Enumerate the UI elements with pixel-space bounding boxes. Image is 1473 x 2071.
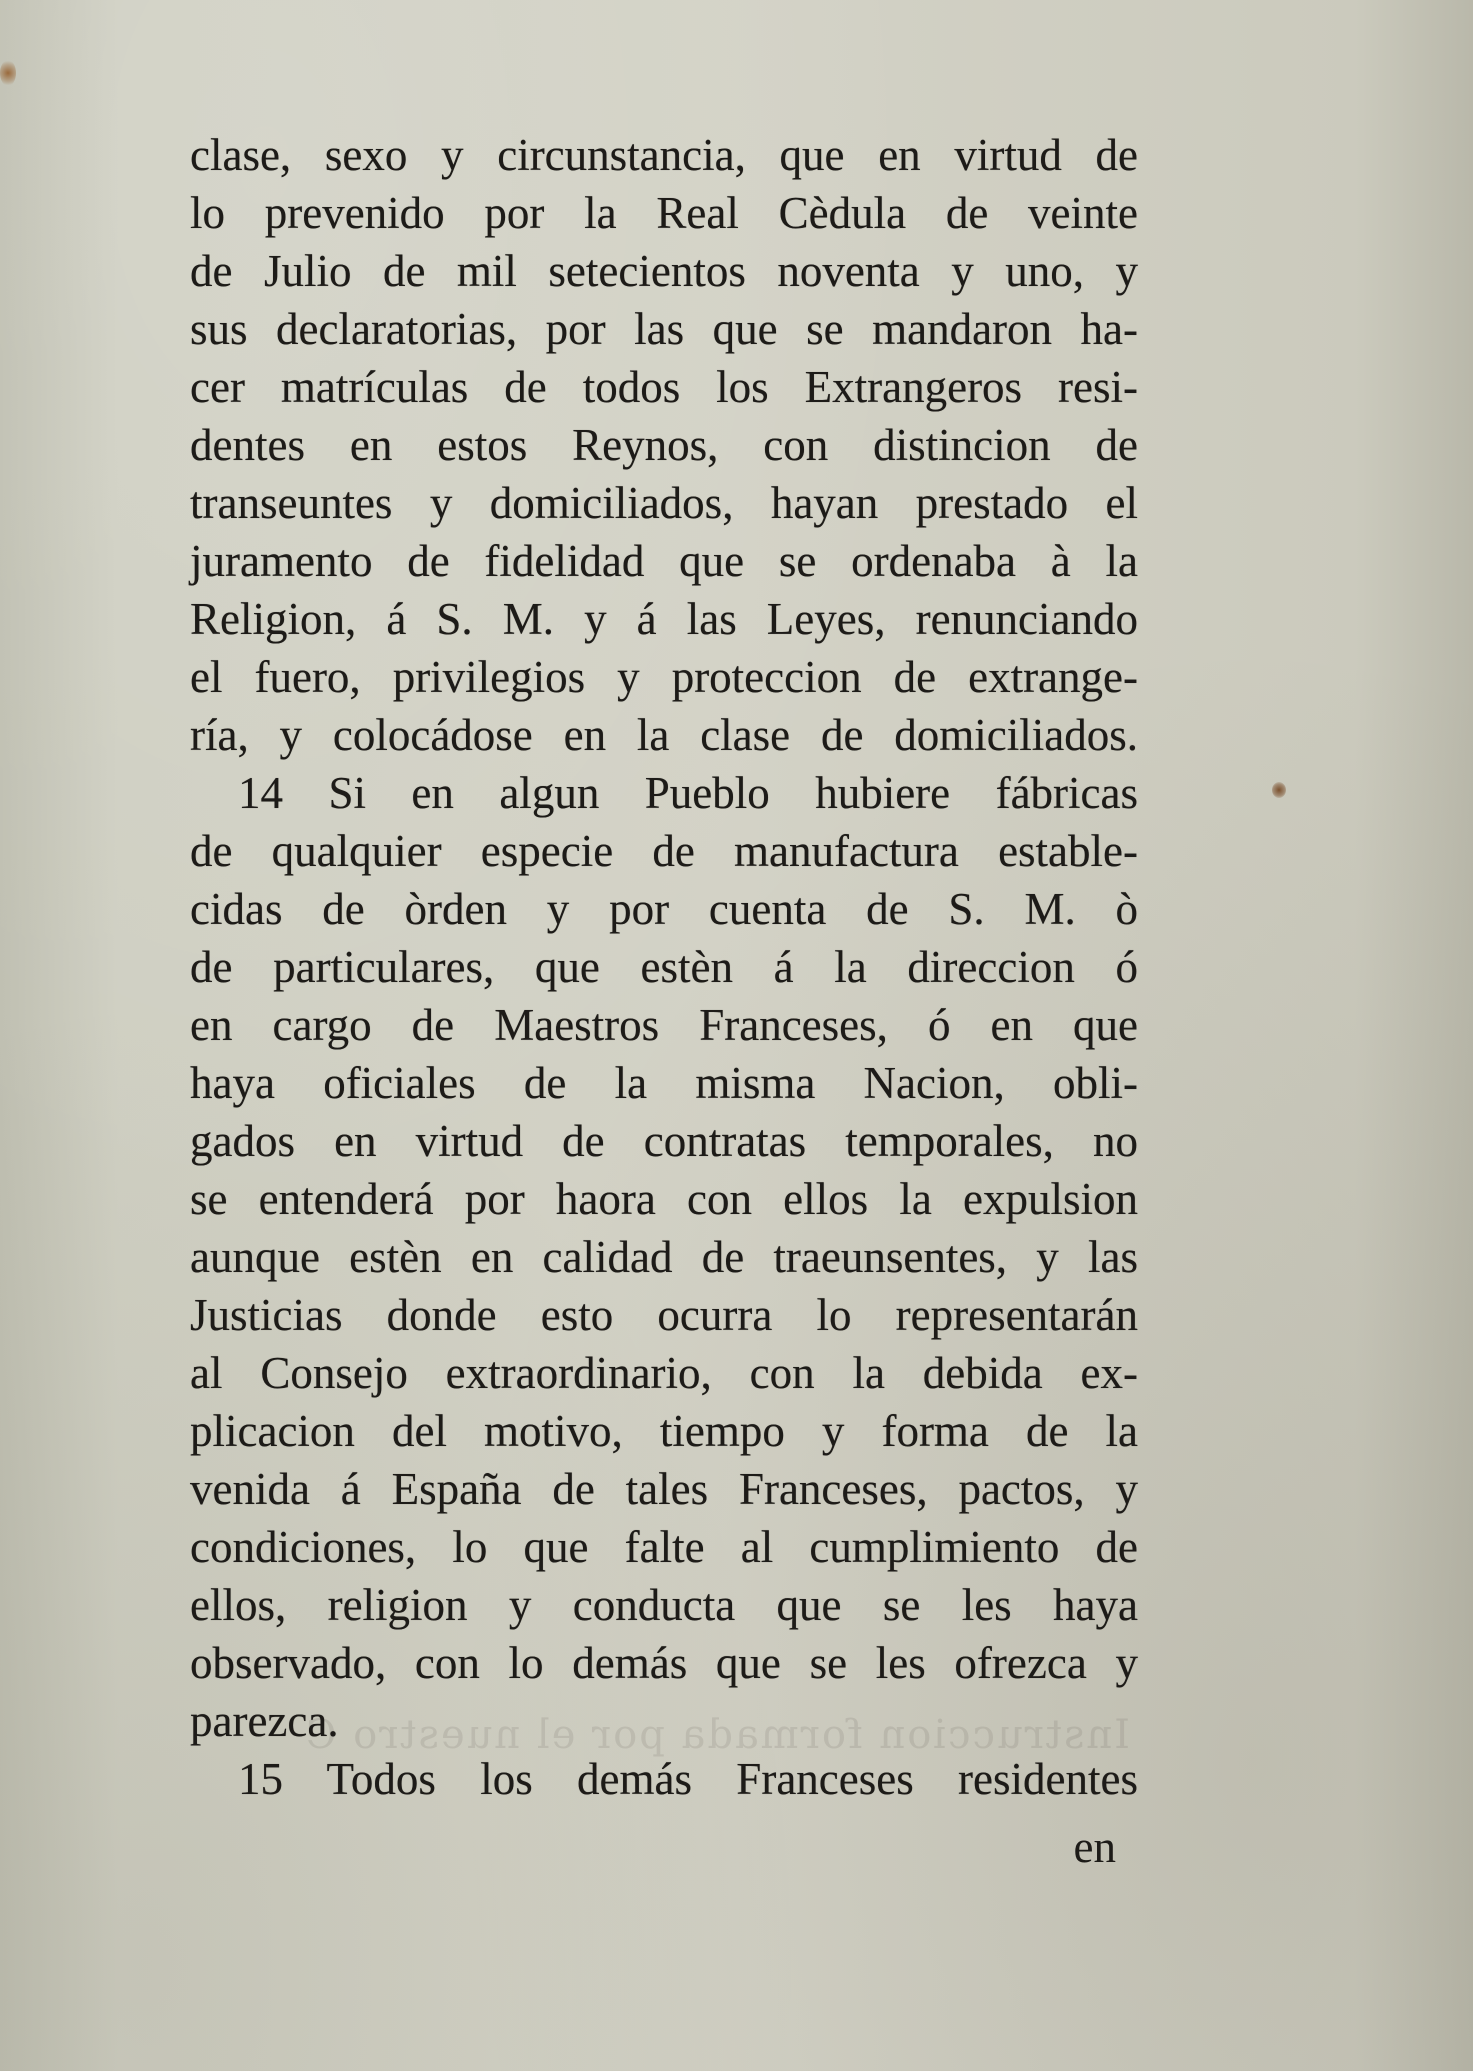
ink-stain-left bbox=[0, 60, 16, 86]
text-line: parezca. bbox=[190, 1696, 339, 1746]
text-line: cidas de òrden y por cuenta de S. M. ò bbox=[190, 884, 1138, 934]
text-line: juramento de fidelidad que se ordenaba à la bbox=[190, 536, 1138, 586]
text-line: aunque estèn en calidad de traeunsentes, y las bbox=[190, 1232, 1138, 1282]
text-line: se entenderá por haora con ellos la expulsion bbox=[190, 1174, 1138, 1224]
paragraph-15-start: 15 Todos los demás Franceses residentes bbox=[238, 1754, 1138, 1804]
text-line: plicacion del motivo, tiempo y forma de la bbox=[190, 1406, 1138, 1456]
text-line: clase, sexo y circunstancia, que en virtud de bbox=[190, 130, 1138, 180]
text-line: haya oficiales de la misma Nacion, obli- bbox=[190, 1058, 1138, 1108]
paragraph-14-start: 14 Si en algun Pueblo hubiere fábricas bbox=[238, 768, 1138, 818]
text-line: al Consejo extraordinario, con la debida ex- bbox=[190, 1348, 1138, 1398]
text-line: venida á España de tales Franceses, pactos, y bbox=[190, 1464, 1138, 1514]
text-line: observado, con lo demás que se les ofrezca y bbox=[190, 1638, 1138, 1688]
show-through-text: Instruccion formada por el nuestro C bbox=[303, 1712, 1130, 1758]
text-line: en cargo de Maestros Franceses, ó en que bbox=[190, 1000, 1138, 1050]
text-line: condiciones, lo que falte al cumplimiento de bbox=[190, 1522, 1138, 1572]
text-line: ría, y colocádose en la clase de domiciliados. bbox=[190, 710, 1138, 760]
text-line: de particulares, que estèn á la direccion ó bbox=[190, 942, 1138, 992]
ink-stain-right bbox=[1272, 782, 1286, 798]
text-line: de qualquier especie de manufactura estable- bbox=[190, 826, 1138, 876]
text-line: el fuero, privilegios y proteccion de extrange- bbox=[190, 652, 1138, 702]
text-line: dentes en estos Reynos, con distincion de bbox=[190, 420, 1138, 470]
text-line: gados en virtud de contratas temporales, no bbox=[190, 1116, 1138, 1166]
text-line: transeuntes y domiciliados, hayan prestado el bbox=[190, 478, 1138, 528]
text-line: lo prevenido por la Real Cèdula de veinte bbox=[190, 188, 1138, 238]
text-line: ellos, religion y conducta que se les haya bbox=[190, 1580, 1138, 1630]
body-text bbox=[190, 126, 1138, 1808]
text-line: Religion, á S. M. y á las Leyes, renunciando bbox=[190, 594, 1138, 644]
catchword: en bbox=[1073, 1822, 1116, 1872]
text-line: cer matrículas de todos los Extrangeros resi- bbox=[190, 362, 1138, 412]
text-line: sus declaratorias, por las que se mandaron ha- bbox=[190, 304, 1138, 354]
text-line: de Julio de mil setecientos noventa y uno, y bbox=[190, 246, 1138, 296]
text-line: Justicias donde esto ocurra lo representarán bbox=[190, 1290, 1138, 1340]
